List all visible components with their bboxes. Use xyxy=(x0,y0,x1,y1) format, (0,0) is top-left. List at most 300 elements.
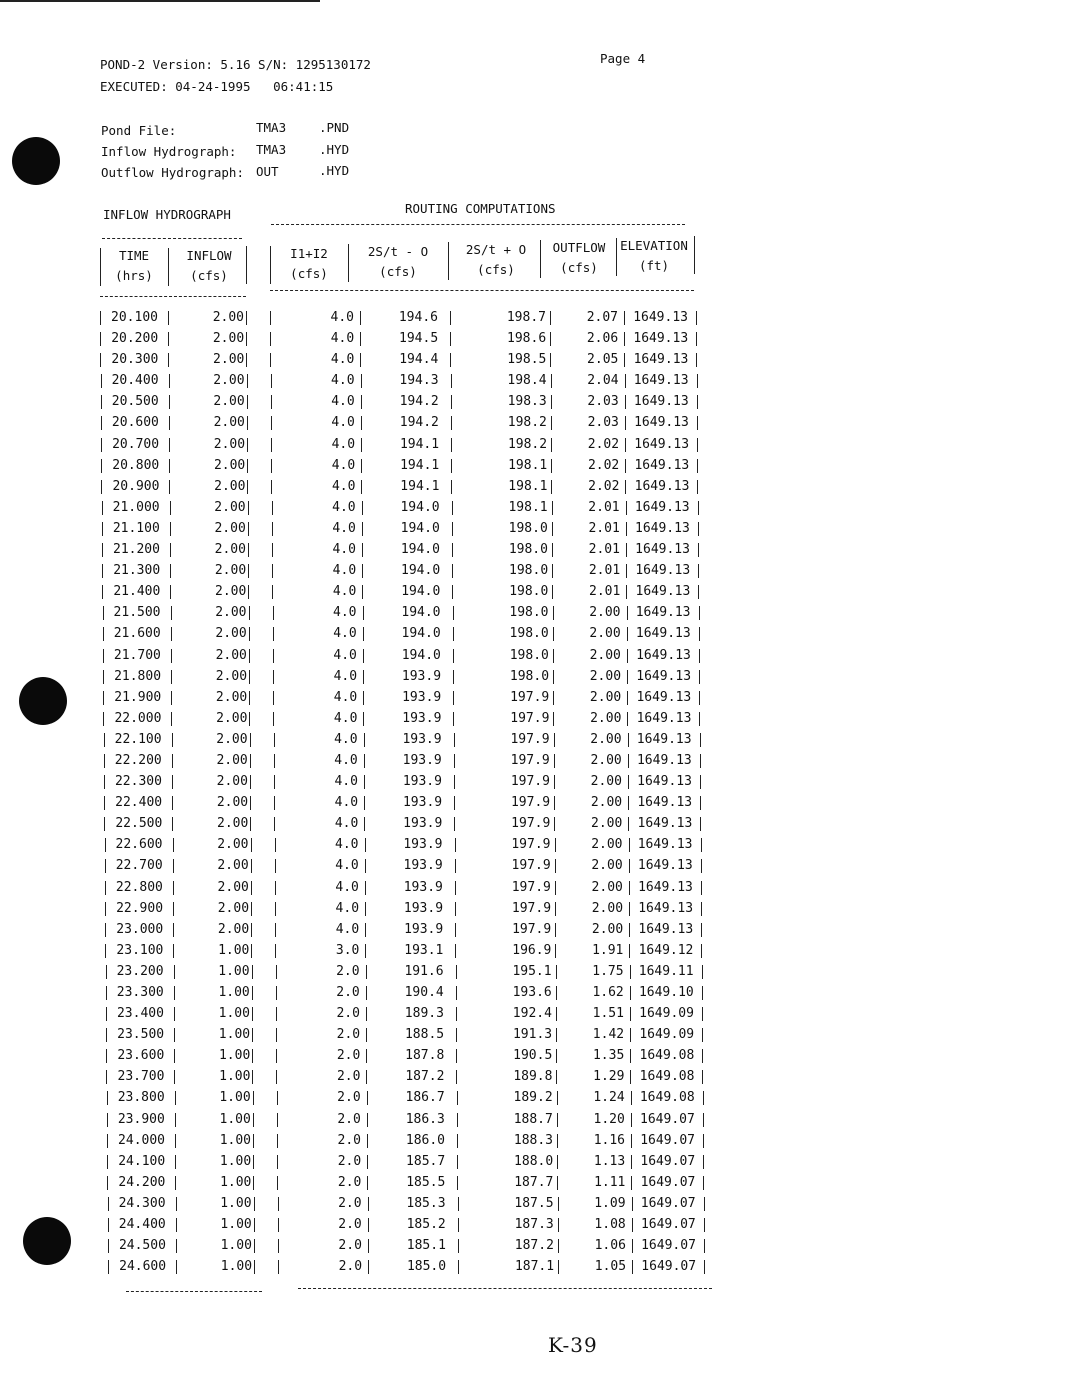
cell-inflow: 2.00 xyxy=(214,563,247,579)
column-separator xyxy=(277,1091,278,1105)
cell-i1-i2: 4.0 xyxy=(335,900,360,916)
column-separator xyxy=(102,543,103,557)
column-separator xyxy=(100,248,101,286)
column-separator xyxy=(100,353,101,367)
column-separator xyxy=(171,649,172,663)
column-separator xyxy=(252,986,253,1000)
column-separator xyxy=(251,923,252,937)
cell-i1-i2: 2.0 xyxy=(336,963,360,979)
cell-time: 22.600 xyxy=(115,837,163,853)
column-separator xyxy=(176,1218,177,1232)
column-separator xyxy=(172,817,173,831)
column-separator xyxy=(173,902,174,916)
cell-time: 21.800 xyxy=(114,668,162,684)
column-separator xyxy=(169,374,170,388)
table-row xyxy=(103,878,723,899)
cell-elevation: 1649.13 xyxy=(633,331,689,347)
column-separator xyxy=(108,1260,109,1274)
column-separator xyxy=(270,353,271,367)
cell-elevation: 1649.13 xyxy=(636,647,691,663)
column-header-inflow: INFLOW (cfs) xyxy=(186,248,232,283)
column-separator xyxy=(626,522,627,536)
cell-time: 21.700 xyxy=(113,647,161,663)
column-separator xyxy=(250,817,251,831)
cell-inflow: 2.00 xyxy=(215,689,248,705)
column-separator xyxy=(556,1049,557,1063)
column-separator xyxy=(169,438,170,452)
column-separator xyxy=(270,246,271,284)
cell-2s-minus-o: 185.1 xyxy=(406,1238,446,1254)
cell-2s-plus-o: 188.0 xyxy=(514,1153,554,1169)
cell-inflow: 2.00 xyxy=(213,394,245,410)
cell-2s-plus-o: 191.3 xyxy=(512,1027,553,1043)
cell-elevation: 1649.13 xyxy=(635,563,691,579)
cell-inflow: 1.00 xyxy=(220,1217,252,1233)
cell-i1-i2: 4.0 xyxy=(333,647,357,663)
cell-2s-plus-o: 198.0 xyxy=(508,520,548,536)
cell-time: 20.900 xyxy=(112,478,160,494)
cell-inflow: 1.00 xyxy=(220,1174,252,1190)
column-separator xyxy=(451,459,452,473)
column-header-2s-plus-o: 2S/t + O (cfs) xyxy=(465,242,527,277)
cell-i1-i2: 2.0 xyxy=(337,1153,362,1169)
column-header-2s-minus-o: 2S/t - O (cfs) xyxy=(367,244,429,279)
cell-i1-i2: 4.0 xyxy=(335,858,359,874)
column-separator xyxy=(452,522,453,536)
cell-outflow: 2.00 xyxy=(590,710,622,726)
column-separator xyxy=(253,1113,254,1127)
column-separator xyxy=(366,986,367,1000)
column-separator xyxy=(174,965,175,979)
column-separator xyxy=(276,1049,277,1063)
column-separator xyxy=(277,1134,278,1148)
column-separator xyxy=(100,311,101,325)
file-name: TMA3 xyxy=(256,120,287,135)
page-code: K-39 xyxy=(548,1333,598,1357)
column-separator xyxy=(271,438,272,452)
column-separator xyxy=(554,733,555,747)
cell-outflow: 1.24 xyxy=(593,1090,625,1106)
cell-time: 22.400 xyxy=(115,795,163,811)
cell-elevation: 1649.07 xyxy=(640,1153,696,1169)
column-separator xyxy=(556,1028,557,1042)
cell-i1-i2: 2.0 xyxy=(338,1217,362,1233)
cell-i1-i2: 2.0 xyxy=(336,1048,361,1064)
cell-time: 22.200 xyxy=(114,752,162,768)
cell-2s-minus-o: 185.7 xyxy=(406,1153,446,1169)
cell-time: 20.800 xyxy=(112,457,160,473)
cell-elevation: 1649.13 xyxy=(638,900,694,916)
column-separator xyxy=(104,796,105,810)
table-row xyxy=(100,519,720,540)
column-separator xyxy=(704,1218,705,1232)
column-separator xyxy=(554,817,555,831)
column-separator xyxy=(701,838,702,852)
column-separator xyxy=(701,859,702,873)
cell-2s-plus-o: 198.0 xyxy=(509,563,549,579)
rule xyxy=(271,224,685,225)
column-separator xyxy=(628,733,629,747)
column-separator xyxy=(626,585,627,599)
column-separator xyxy=(552,522,553,536)
column-separator xyxy=(272,585,273,599)
column-separator xyxy=(273,606,274,620)
column-separator xyxy=(697,416,698,430)
cell-2s-plus-o: 198.1 xyxy=(508,499,548,515)
cell-inflow: 2.00 xyxy=(217,900,250,916)
cell-2s-minus-o: 193.9 xyxy=(402,689,442,705)
column-separator xyxy=(456,1070,457,1084)
column-separator xyxy=(363,712,364,726)
cell-elevation: 1649.11 xyxy=(638,963,694,979)
column-separator xyxy=(703,1113,704,1127)
column-separator xyxy=(252,1049,253,1063)
column-header-time: TIME (hrs) xyxy=(115,248,153,283)
cell-inflow: 2.00 xyxy=(213,373,245,389)
column-separator xyxy=(250,796,251,810)
column-separator xyxy=(624,311,625,325)
cell-2s-minus-o: 194.6 xyxy=(398,310,438,325)
column-separator xyxy=(630,965,631,979)
column-separator xyxy=(624,332,625,346)
column-separator xyxy=(700,775,701,789)
column-separator xyxy=(624,353,625,367)
column-separator xyxy=(698,543,699,557)
column-separator xyxy=(702,1049,703,1063)
column-separator xyxy=(697,459,698,473)
cell-outflow: 2.00 xyxy=(589,647,621,663)
column-separator xyxy=(367,1091,368,1105)
cell-elevation: 1649.13 xyxy=(633,352,689,368)
cell-2s-minus-o: 194.2 xyxy=(399,415,439,431)
column-separator xyxy=(169,416,170,430)
column-separator xyxy=(252,1070,253,1084)
column-separator xyxy=(703,1176,704,1190)
column-separator xyxy=(278,1197,279,1211)
table-row xyxy=(105,1152,725,1173)
column-separator xyxy=(246,353,247,367)
column-separator xyxy=(632,1218,633,1232)
cell-i1-i2: 2.0 xyxy=(337,1132,362,1148)
column-separator xyxy=(454,796,455,810)
column-separator xyxy=(697,480,698,494)
cell-time: 21.900 xyxy=(114,689,162,705)
column-separator xyxy=(106,965,107,979)
cell-outflow: 2.07 xyxy=(586,310,618,325)
column-separator xyxy=(451,374,452,388)
cell-elevation: 1649.13 xyxy=(635,584,691,600)
cell-2s-minus-o: 193.9 xyxy=(401,668,442,684)
column-separator xyxy=(699,670,700,684)
column-separator xyxy=(106,1028,107,1042)
column-separator xyxy=(174,986,175,1000)
cell-i1-i2: 4.0 xyxy=(330,352,355,368)
column-separator xyxy=(454,775,455,789)
column-separator xyxy=(271,459,272,473)
cell-2s-minus-o: 193.9 xyxy=(402,774,442,790)
column-separator xyxy=(170,564,171,578)
cell-2s-plus-o: 198.0 xyxy=(509,626,549,642)
column-separator xyxy=(616,238,617,276)
cell-outflow: 2.06 xyxy=(586,331,619,347)
column-separator xyxy=(271,374,272,388)
cell-i1-i2: 4.0 xyxy=(333,605,357,621)
column-separator xyxy=(454,754,455,768)
cell-inflow: 2.00 xyxy=(215,626,247,642)
column-separator xyxy=(168,311,169,325)
column-separator xyxy=(174,1028,175,1042)
column-separator xyxy=(454,733,455,747)
cell-outflow: 2.00 xyxy=(590,774,622,790)
column-separator xyxy=(452,543,453,557)
cell-time: 21.000 xyxy=(112,499,160,515)
column-separator xyxy=(271,395,272,409)
cell-2s-minus-o: 194.0 xyxy=(401,563,441,579)
cell-elevation: 1649.07 xyxy=(640,1174,696,1190)
cell-inflow: 2.00 xyxy=(214,520,246,536)
cell-inflow: 1.00 xyxy=(218,1006,250,1022)
cell-i1-i2: 4.0 xyxy=(331,415,355,431)
cell-elevation: 1649.13 xyxy=(633,394,689,410)
column-separator xyxy=(105,881,106,895)
column-separator xyxy=(551,416,552,430)
column-separator xyxy=(104,817,105,831)
cell-i1-i2: 4.0 xyxy=(333,710,358,726)
cell-i1-i2: 4.0 xyxy=(330,310,354,325)
column-separator xyxy=(106,1070,107,1084)
cell-elevation: 1649.13 xyxy=(634,478,690,494)
cell-elevation: 1649.13 xyxy=(637,858,693,874)
column-separator xyxy=(551,395,552,409)
cell-2s-minus-o: 187.8 xyxy=(405,1048,445,1064)
cell-time: 23.900 xyxy=(117,1111,165,1127)
cell-i1-i2: 4.0 xyxy=(335,837,359,853)
cell-time: 23.100 xyxy=(116,942,164,958)
cell-elevation: 1649.10 xyxy=(638,985,694,1000)
column-separator xyxy=(252,1007,253,1021)
cell-outflow: 1.16 xyxy=(593,1132,626,1148)
table-row xyxy=(106,1215,726,1236)
column-separator xyxy=(105,838,106,852)
column-separator xyxy=(363,606,364,620)
column-separator xyxy=(368,1197,369,1211)
cell-2s-plus-o: 195.1 xyxy=(512,963,552,979)
column-separator xyxy=(277,1113,278,1127)
table-row xyxy=(103,835,723,856)
cell-elevation: 1649.09 xyxy=(639,1006,694,1022)
cell-outflow: 2.00 xyxy=(590,752,622,768)
column-separator xyxy=(276,1007,277,1021)
cell-inflow: 2.00 xyxy=(214,542,246,558)
column-separator xyxy=(455,838,456,852)
column-separator xyxy=(367,1176,368,1190)
column-separator xyxy=(173,881,174,895)
column-separator xyxy=(172,754,173,768)
column-separator xyxy=(702,1028,703,1042)
column-separator xyxy=(275,838,276,852)
cell-elevation: 1649.13 xyxy=(638,921,694,937)
table-row xyxy=(98,350,718,371)
column-separator xyxy=(455,902,456,916)
table-row xyxy=(104,983,724,1004)
column-separator xyxy=(702,1007,703,1021)
table-row xyxy=(103,920,723,941)
column-separator xyxy=(176,1239,177,1253)
column-separator xyxy=(627,712,628,726)
cell-outflow: 1.29 xyxy=(593,1069,625,1085)
column-separator xyxy=(274,775,275,789)
column-separator xyxy=(171,627,172,641)
cell-2s-minus-o: 185.5 xyxy=(406,1174,446,1190)
column-separator xyxy=(554,775,555,789)
column-separator xyxy=(625,480,626,494)
table-row xyxy=(100,540,720,561)
column-separator xyxy=(628,775,629,789)
cell-i1-i2: 4.0 xyxy=(331,478,356,494)
column-separator xyxy=(176,1197,177,1211)
cell-outflow: 2.01 xyxy=(588,563,621,579)
column-separator xyxy=(553,606,554,620)
cell-time: 21.200 xyxy=(113,542,160,558)
column-separator xyxy=(247,459,248,473)
cell-i1-i2: 4.0 xyxy=(332,520,356,536)
file-label: Pond File: xyxy=(101,123,177,138)
column-separator xyxy=(176,1260,177,1274)
cell-2s-plus-o: 197.9 xyxy=(510,731,550,747)
column-separator xyxy=(551,459,552,473)
column-separator xyxy=(703,1134,704,1148)
cell-inflow: 2.00 xyxy=(217,879,249,895)
column-separator xyxy=(103,627,104,641)
column-separator xyxy=(275,881,276,895)
file-ext: .HYD xyxy=(319,142,350,157)
table-row xyxy=(102,793,722,814)
cell-inflow: 2.00 xyxy=(213,436,246,452)
column-separator xyxy=(173,923,174,937)
cell-2s-plus-o: 193.6 xyxy=(512,985,552,1000)
column-separator xyxy=(270,311,271,325)
cell-inflow: 1.00 xyxy=(218,963,250,979)
cell-2s-minus-o: 193.9 xyxy=(402,731,442,747)
cell-i1-i2: 4.0 xyxy=(332,584,357,600)
cell-outflow: 1.09 xyxy=(594,1195,626,1211)
rule xyxy=(298,1288,712,1289)
column-separator xyxy=(555,838,556,852)
column-separator xyxy=(699,649,700,663)
column-separator xyxy=(363,670,364,684)
column-separator xyxy=(103,606,104,620)
table-row xyxy=(98,308,718,329)
cell-2s-plus-o: 197.9 xyxy=(512,921,552,937)
column-separator xyxy=(453,712,454,726)
column-separator xyxy=(101,395,102,409)
cell-inflow: 2.00 xyxy=(216,795,249,811)
cell-i1-i2: 4.0 xyxy=(334,731,358,747)
cell-time: 20.700 xyxy=(112,436,160,452)
cell-outflow: 2.01 xyxy=(588,542,620,558)
cell-2s-plus-o: 197.9 xyxy=(510,710,550,726)
column-separator xyxy=(458,1197,459,1211)
column-separator xyxy=(169,395,170,409)
column-separator xyxy=(631,1176,632,1190)
column-separator xyxy=(453,627,454,641)
column-separator xyxy=(103,670,104,684)
column-separator xyxy=(699,627,700,641)
cell-i1-i2: 2.0 xyxy=(337,1090,361,1106)
column-separator xyxy=(627,627,628,641)
column-separator xyxy=(699,691,700,705)
cell-elevation: 1649.13 xyxy=(635,520,690,536)
column-separator xyxy=(455,923,456,937)
cell-2s-minus-o: 194.0 xyxy=(400,542,440,558)
column-separator xyxy=(254,1260,255,1274)
column-separator xyxy=(253,1091,254,1105)
column-separator xyxy=(456,986,457,1000)
column-separator xyxy=(555,859,556,873)
cell-time: 23.700 xyxy=(117,1069,165,1085)
program-version-line: POND-2 Version: 5.16 S/N: 1295130172 xyxy=(100,57,371,72)
cell-elevation: 1649.07 xyxy=(640,1217,696,1233)
column-separator xyxy=(364,754,365,768)
column-separator xyxy=(550,311,551,325)
cell-2s-minus-o: 193.9 xyxy=(402,710,442,726)
column-separator xyxy=(247,416,248,430)
column-separator xyxy=(173,944,174,958)
column-separator xyxy=(556,1070,557,1084)
cell-2s-minus-o: 193.9 xyxy=(404,921,444,937)
cell-2s-plus-o: 190.5 xyxy=(513,1048,553,1064)
column-separator xyxy=(275,902,276,916)
cell-outflow: 1.35 xyxy=(592,1048,625,1064)
table-row xyxy=(101,688,721,709)
column-separator xyxy=(625,438,626,452)
cell-2s-minus-o: 193.9 xyxy=(403,816,443,832)
cell-2s-plus-o: 187.1 xyxy=(514,1259,555,1275)
column-separator xyxy=(627,670,628,684)
column-separator xyxy=(365,902,366,916)
column-separator xyxy=(361,459,362,473)
column-separator xyxy=(254,1218,255,1232)
column-separator xyxy=(700,796,701,810)
cell-2s-plus-o: 197.9 xyxy=(511,879,551,895)
column-separator xyxy=(171,670,172,684)
column-separator xyxy=(627,691,628,705)
cell-time: 20.200 xyxy=(111,331,159,347)
table-row xyxy=(106,1194,726,1215)
cell-i1-i2: 3.0 xyxy=(335,942,360,958)
column-separator xyxy=(554,796,555,810)
column-separator xyxy=(632,1239,633,1253)
column-separator xyxy=(253,1176,254,1190)
cell-2s-minus-o: 190.4 xyxy=(404,985,444,1000)
cell-outflow: 2.03 xyxy=(587,415,619,431)
column-separator xyxy=(554,754,555,768)
column-separator xyxy=(251,944,252,958)
cell-i1-i2: 4.0 xyxy=(334,816,359,832)
column-separator xyxy=(454,817,455,831)
column-separator xyxy=(105,944,106,958)
cell-elevation: 1649.13 xyxy=(637,774,692,790)
cell-time: 24.000 xyxy=(118,1132,166,1148)
cell-i1-i2: 2.0 xyxy=(336,985,360,1000)
column-separator xyxy=(174,1049,175,1063)
column-separator xyxy=(556,986,557,1000)
cell-2s-minus-o: 189.3 xyxy=(404,1006,444,1022)
cell-inflow: 2.00 xyxy=(213,457,246,473)
file-label: Outflow Hydrograph: xyxy=(101,165,244,180)
column-separator xyxy=(361,480,362,494)
column-separator xyxy=(699,606,700,620)
